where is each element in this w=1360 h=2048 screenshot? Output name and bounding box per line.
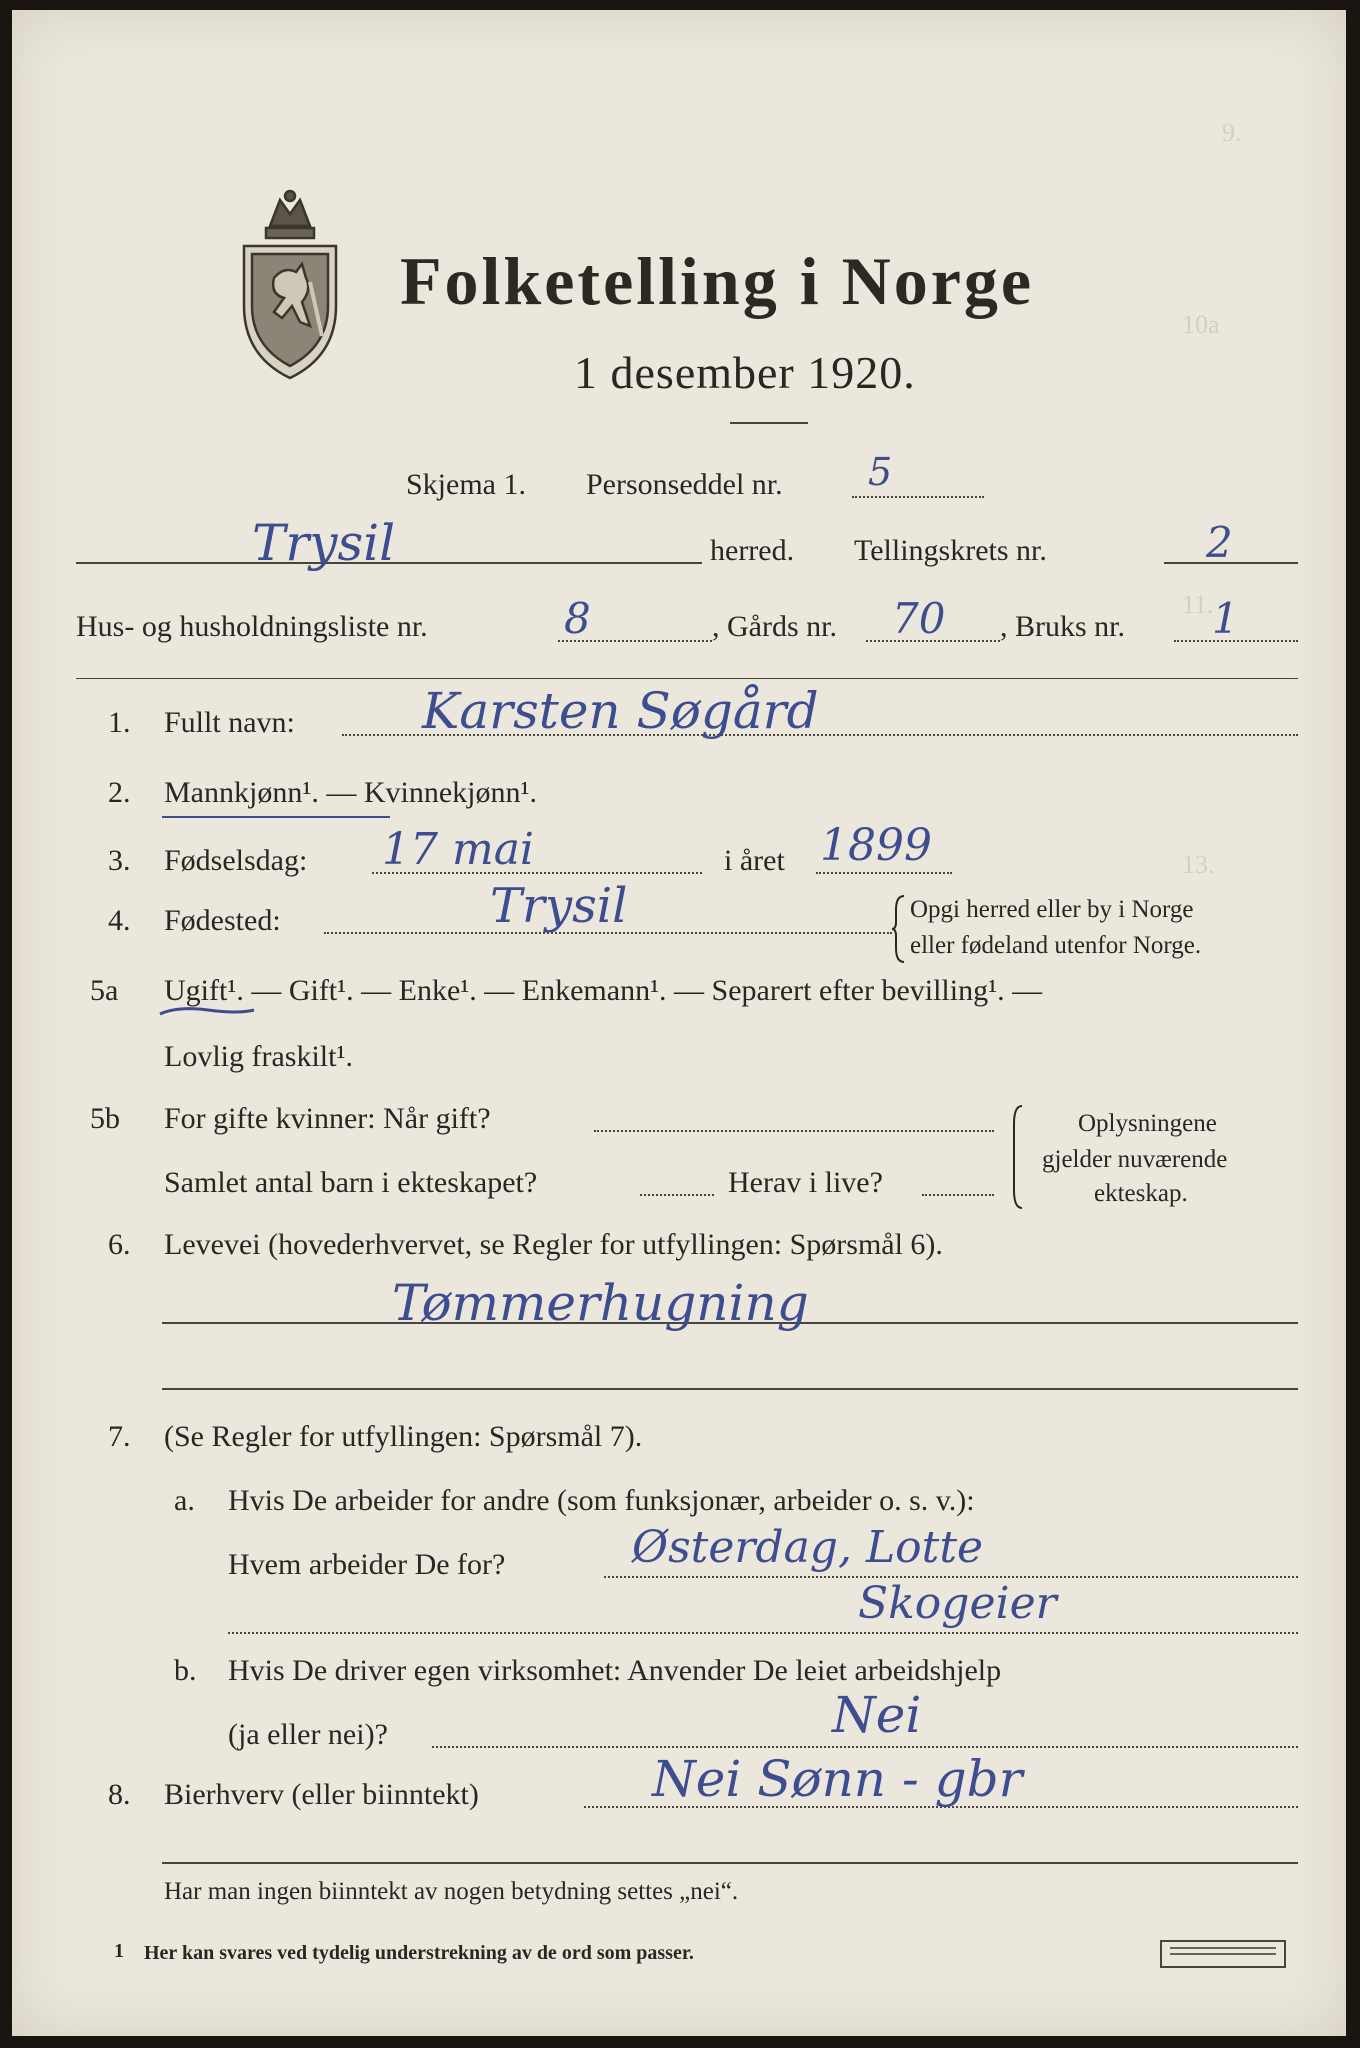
brace-icon [892, 894, 906, 964]
skjema-label: Skjema 1. [406, 468, 526, 501]
bleed-through-text: 10a [1182, 310, 1220, 339]
birth-year-value: 1899 [820, 820, 932, 871]
bleed-through-text: 11. [1182, 590, 1214, 619]
year-label: i året [724, 844, 785, 877]
footnote-text: Her kan svares ved tydelig understrekning av de ord som passer. [144, 1942, 694, 1964]
mannkjonn-underline [162, 816, 390, 818]
marriage-note-1: Oplysningene [1078, 1110, 1217, 1137]
children-alive-label: Herav i live? [728, 1166, 883, 1199]
employer-value-2: Skogeier [858, 1578, 1057, 1629]
q4-number: 4. [108, 904, 131, 937]
marriage-note-2: gjelder nuværende [1042, 1146, 1228, 1173]
side-income-field-2[interactable] [162, 1862, 1298, 1864]
tellingskrets-value: 2 [1206, 518, 1233, 567]
birth-year-field[interactable] [816, 872, 952, 874]
employer-field-2[interactable] [228, 1632, 1298, 1634]
birthdate-value: 17 mai [382, 824, 535, 875]
self-employed-question: Hvis De driver egen virksomhet: Anvender De leiet arbeidshjelp [228, 1654, 1002, 1687]
children-count-field[interactable] [640, 1194, 714, 1196]
side-income-value: Nei Sønn - gbr [652, 1750, 1023, 1808]
birthplace-note-2: eller fødeland utenfor Norge. [910, 932, 1202, 959]
occupation-field-2[interactable] [162, 1388, 1298, 1390]
birthplace-value: Trysil [490, 878, 628, 934]
title-divider [730, 422, 808, 424]
q3-label: Fødselsdag: [164, 844, 308, 877]
q1-label: Fullt navn: [164, 706, 295, 739]
marital-status-options-2[interactable]: Lovlig fraskilt¹. [164, 1040, 353, 1073]
brace-icon [1008, 1104, 1024, 1210]
hired-help-label: (ja eller nei)? [228, 1718, 388, 1751]
ugift-underline [158, 1002, 258, 1022]
bleed-through-text: 9. [1222, 118, 1242, 147]
q1-number: 1. [108, 706, 131, 739]
personseddel-value: 5 [868, 450, 893, 494]
q8-number: 8. [108, 1778, 131, 1811]
bleed-through-text: 13. [1182, 850, 1215, 879]
q7-label: (Se Regler for utfyllingen: Spørsmål 7). [164, 1420, 643, 1453]
marital-status-options[interactable]: Ugift¹. — Gift¹. — Enke¹. — Enkemann¹. — Separert efter bevilling¹. — [164, 974, 1043, 1007]
q2-number: 2. [108, 776, 131, 809]
marriage-note-3: ekteskap. [1094, 1180, 1188, 1207]
census-form-page [12, 10, 1346, 2036]
side-income-label: Bierhverv (eller biinntekt) [164, 1778, 479, 1811]
personseddel-label: Personseddel nr. [586, 468, 783, 501]
q5a-number: 5a [90, 974, 119, 1007]
herred-value: Trysil [252, 514, 396, 572]
children-count-label: Samlet antal barn i ekteskapet? [164, 1166, 538, 1199]
q5b-number: 5b [90, 1102, 120, 1135]
occupation-label: Levevei (hovederhvervet, se Regler for utfyllingen: Spørsmål 6). [164, 1228, 943, 1261]
hus-label: Hus- og husholdningsliste nr. [76, 610, 428, 643]
printer-stamp [1160, 1940, 1286, 1968]
employer-question: Hvis De arbeider for andre (som funksjonær, arbeider o. s. v.): [228, 1484, 975, 1517]
q7b-number: b. [174, 1654, 197, 1687]
gards-label: , Gårds nr. [712, 610, 837, 643]
married-when-label: For gifte kvinner: Når gift? [164, 1102, 491, 1135]
sex-options[interactable]: Mannkjønn¹. — Kvinnekjønn¹. [164, 776, 537, 809]
form-title: Folketelling i Norge [400, 243, 1035, 319]
footnote-mark: 1 [114, 1940, 124, 1962]
q7-number: 7. [108, 1420, 131, 1453]
q3-number: 3. [108, 844, 131, 877]
hired-help-value: Nei [832, 1686, 922, 1744]
married-when-field[interactable] [594, 1130, 994, 1132]
side-income-note: Har man ingen biinntekt av nogen betydning settes „nei“. [164, 1878, 739, 1905]
employer-value: Østerdag, Lotte [632, 1522, 984, 1573]
printer-stamp-lines [1170, 1947, 1276, 1955]
hus-value: 8 [564, 594, 591, 643]
employer-label: Hvem arbeider De for? [228, 1548, 506, 1581]
form-subtitle: 1 desember 1920. [574, 347, 916, 398]
full-name-value: Karsten Søgård [422, 682, 819, 740]
occupation-value: Tømmerhugning [392, 1274, 809, 1332]
personseddel-field[interactable] [852, 496, 984, 498]
gards-value: 70 [892, 594, 946, 643]
bruks-value: 1 [1212, 594, 1239, 643]
hired-help-field[interactable] [432, 1746, 1298, 1748]
q4-label: Fødested: [164, 904, 281, 937]
herred-label: herred. [710, 534, 795, 567]
section-divider [76, 678, 1298, 679]
birthplace-note-1: Opgi herred eller by i Norge [910, 896, 1194, 923]
bruks-label: , Bruks nr. [1000, 610, 1126, 643]
tellingskrets-label: Tellingskrets nr. [854, 534, 1047, 567]
q6-number: 6. [108, 1228, 131, 1261]
coat-of-arms-icon [230, 186, 350, 386]
q7a-number: a. [174, 1484, 195, 1517]
children-alive-field[interactable] [922, 1194, 994, 1196]
